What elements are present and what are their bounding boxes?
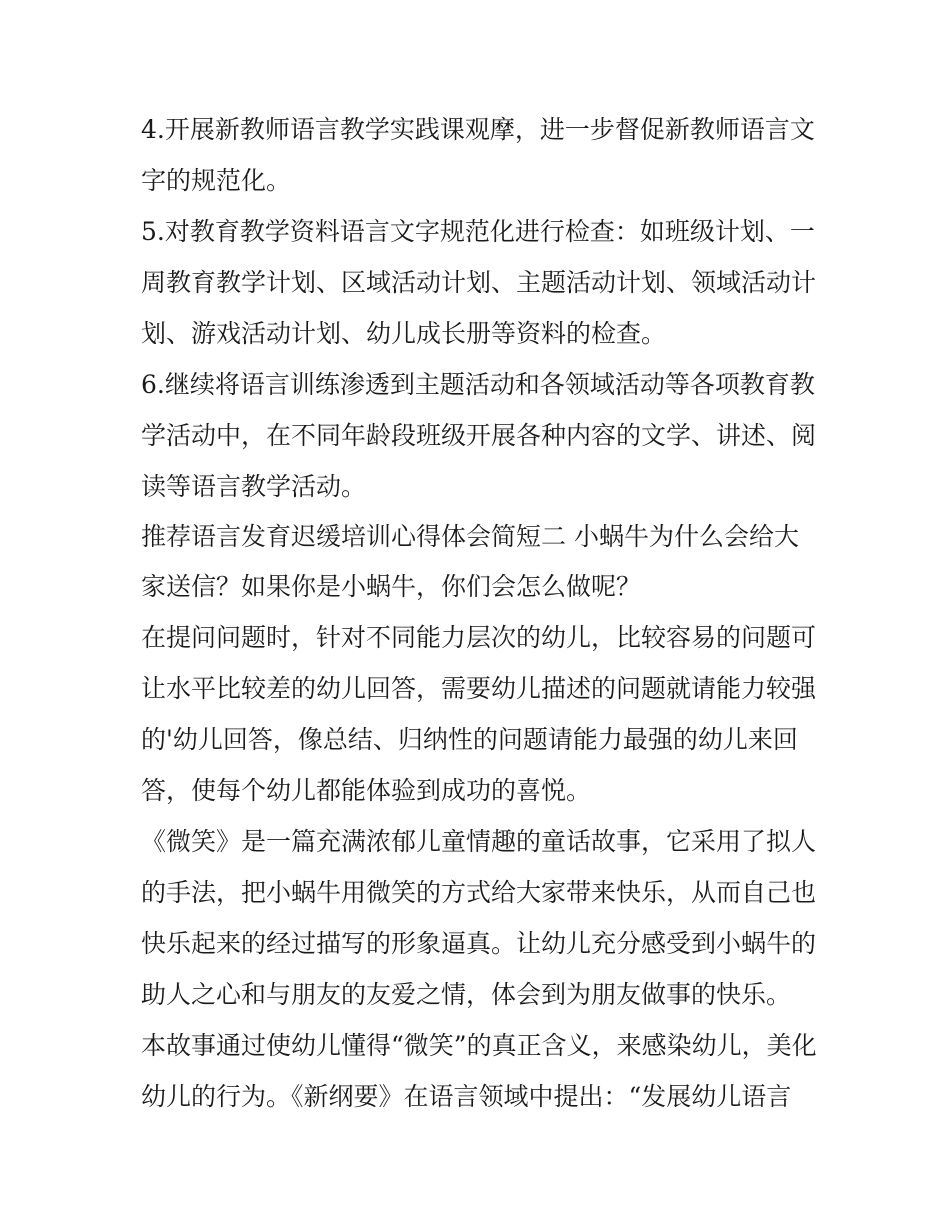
text-line: 快乐起来的经过描写的形象逼真。让幼儿充分感受到小蜗牛的: [141, 929, 817, 958]
text-line: 《微笑》是一篇充满浓郁儿童情趣的童话故事，它采用了拟人: [141, 827, 817, 856]
text-line: 的'幼儿回答，像总结、归纳性的问题请能力最强的幼儿来回: [141, 725, 798, 754]
text-line: 本故事通过使幼儿懂得“微笑”的真正含义，来感染幼儿，美化: [141, 1031, 817, 1060]
text-line: 学活动中，在不同年龄段班级开展各种内容的文学、讲述、阅: [141, 421, 817, 450]
text-line: 家送信？如果你是小蜗牛，你们会怎么做呢？: [141, 572, 642, 601]
text-line: 在提问问题时，针对不同能力层次的幼儿，比较容易的问题可: [141, 623, 817, 652]
text-line: 字的规范化。: [141, 166, 292, 195]
text-line: 划、游戏活动计划、幼儿成长册等资料的检查。: [141, 319, 667, 348]
text-line: 推荐语言发育迟缓培训心得体会简短二 小蜗牛为什么会给大: [141, 522, 799, 551]
text-line: 读等语言教学活动。: [141, 472, 367, 501]
text-line: 周教育教学计划、区域活动计划、主题活动计划、领域活动计: [141, 268, 817, 297]
text-line: 4.开展新教师语言教学实践课观摩，进一步督促新教师语言文: [141, 115, 815, 144]
text-line: 5.对教育教学资料语言文字规范化进行检查：如班级计划、一: [141, 217, 815, 246]
text-line: 的手法，把小蜗牛用微笑的方式给大家带来快乐，从而自己也: [141, 878, 817, 907]
text-line: 让水平比较差的幼儿回答，需要幼儿描述的问题就请能力较强: [141, 674, 817, 703]
text-line: 幼儿的行为。《新纲要》在语言领域中提出：“发展幼儿语言: [141, 1082, 792, 1111]
text-line: 6.继续将语言训练渗透到主题活动和各领域活动等各项教育教: [141, 370, 815, 399]
text-line: 助人之心和与朋友的友爱之情，体会到为朋友做事的快乐。: [141, 980, 792, 1009]
text-line: 答，使每个幼儿都能体验到成功的喜悦。: [141, 776, 592, 805]
